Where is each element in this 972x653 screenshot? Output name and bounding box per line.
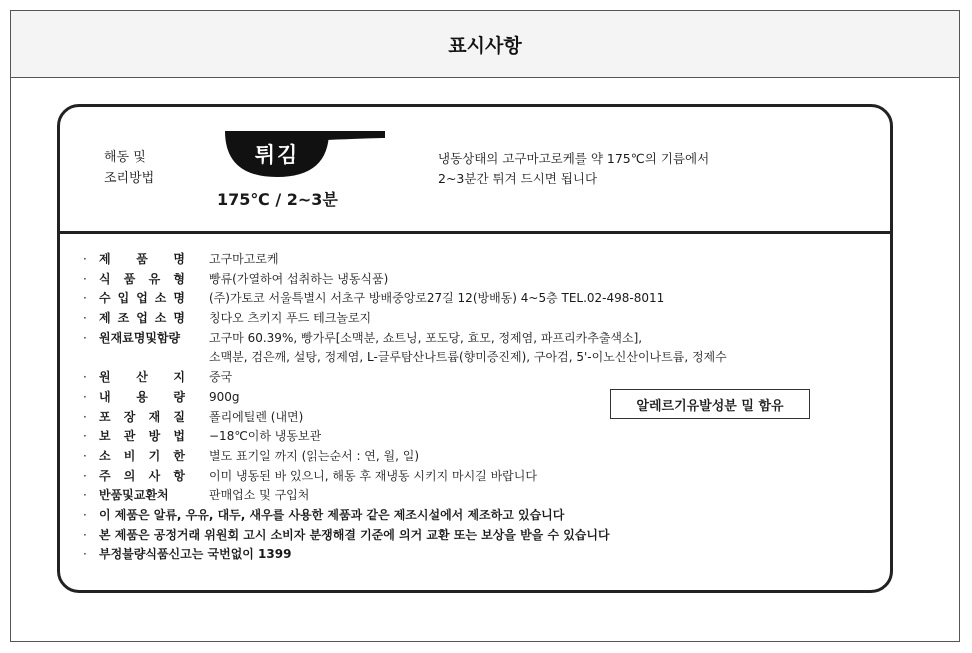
info-row [83,427,873,447]
info-row [83,289,873,309]
info-value: 중국 [209,370,233,385]
bullet: · [83,468,87,483]
cooking-method-label: 해동 및 조리방법 [104,150,155,186]
info-key: 반품및교환처 [99,488,169,503]
info-key: 원 산 지 [99,370,185,385]
notice-text: 부정불량식품신고는 국번없이 1399 [99,547,292,562]
info-value: 900g [209,389,240,404]
info-area [57,104,893,593]
bullet: · [83,547,87,562]
notice-row [83,526,873,546]
info-value: 판매업소 및 구입처 [209,488,310,503]
info-row [83,368,873,388]
info-value: 고구마고로케 [209,252,279,266]
info-key: 제 조 업 소 명 [99,311,185,326]
notice-text: 이 제품은 알류, 우유, 대두, 새우를 사용한 제품과 같은 제조시설에서 제조하고 있습니다 [99,507,565,522]
info-key: 수 입 업 소 명 [99,291,185,306]
info-key: 원재료명및함량 [99,330,181,345]
info-value: 이미 냉동된 바 있으니, 해동 후 재냉동 시키지 마시길 바랍니다 [209,468,537,483]
bullet: · [83,488,87,503]
temperature-time: 175℃ / 2~3분 [217,190,338,209]
info-key: 보 관 방 법 [99,429,185,444]
bullet: · [83,252,87,266]
info-value: 빵류(가열하여 섭취하는 냉동식품) [209,271,389,286]
info-row [83,250,873,270]
info-value: (주)가토코 서울특별시 서초구 방배중앙로27길 12(방배동) 4~5층 TEL.02-498-8011 [209,291,665,306]
info-key: 포 장 재 질 [99,409,185,424]
info-row [83,486,873,506]
info-key: 소 비 기 한 [99,448,185,463]
notice-row [83,545,873,565]
info-row [83,309,873,329]
info-row [83,329,873,368]
notice-text: 본 제품은 공정거래 위원회 고시 소비자 분쟁해결 기준에 의거 교환 또는 보상을 받을 수 있습니다 [99,527,610,542]
info-key: 내 용 량 [99,389,185,404]
bullet: · [83,330,87,345]
bullet: · [83,311,87,326]
info-value: 폴리에틸렌 (내면) [209,409,304,424]
bullet: · [83,389,87,404]
method-badge: 튀김 [254,143,300,167]
allergen-box: 알레르기유발성분 밀 함유 [610,389,810,419]
bullet: · [83,409,87,424]
bullet: · [83,291,87,306]
notice-row [83,506,873,526]
bullet: · [83,271,87,286]
bullet: · [83,527,87,542]
info-value: 고구마 60.39%, 빵가루[소맥분, 쇼트닝, 포도당, 효모, 정제염, 파프리카추출색소], 소맥분, 검은깨, 설탕, 정제염, L-글루탐산나트륨(향미증진제), 구아검, 5'-이노신산이나트륨, 정제수 [209,330,727,365]
cooking-instructions: 냉동상태의 고구마고로케를 약 175℃의 기름에서 2~3분간 튀겨 드시면 됩니다 [438,151,710,186]
info-row [83,467,873,487]
info-value: −18℃이하 냉동보관 [209,429,322,444]
info-row [83,447,873,467]
info-key: 식 품 유 형 [99,271,185,286]
info-value: 칭다오 츠키지 푸드 테크놀로지 [209,311,372,326]
bullet: · [83,429,87,444]
info-value: 별도 표기일 까지 (읽는순서 : 연, 월, 일) [209,448,420,463]
info-key: 주 의 사 항 [99,468,185,483]
page-title: 표시사항 [11,11,959,78]
info-key: 제 품 명 [99,252,185,266]
bullet: · [83,507,87,522]
bullet: · [83,448,87,463]
info-row [83,270,873,290]
bullet: · [83,370,87,385]
